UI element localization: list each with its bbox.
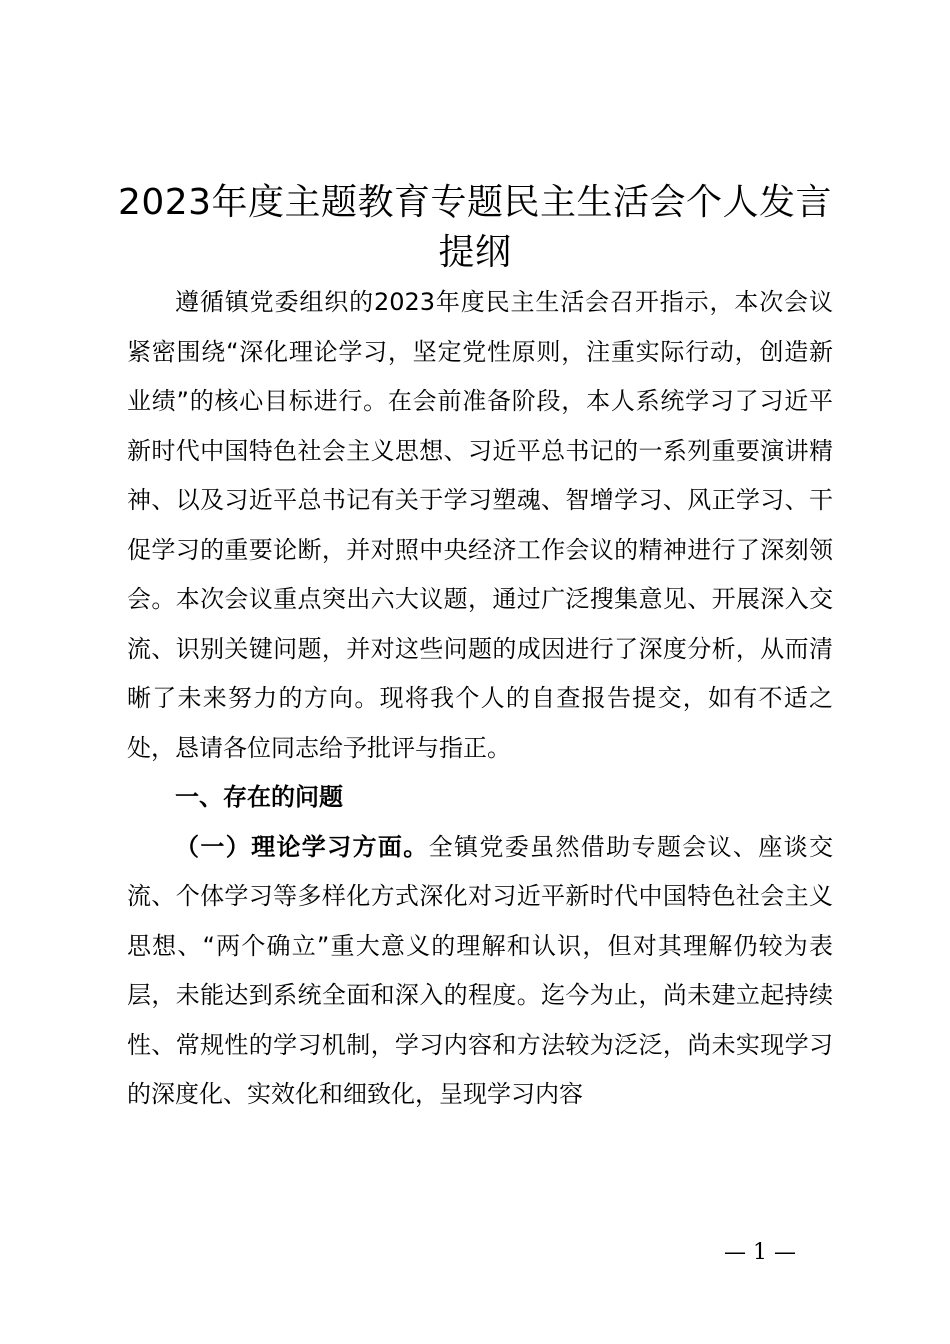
- theory-study-paragraph: [127, 823, 833, 1120]
- section-heading-problems: 一、存在的问题: [175, 783, 343, 811]
- theory-study-text: 全镇党委虽然借助专题会议、座谈交流、个体学习等多样化方式深化对习近平新时代中国特色社会主义思想、“两个确立”重大意义的理解和认识，但对其理解仍较为表层，未能达到系统全面和深入的程度。迄今为止，尚未建立起持续性、常规性的学习机制，学习内容和方法较为泛泛，尚未实现学习的深度化、实效化和细致化，呈现学习内容: [127, 832, 834, 1108]
- page-number: — 1 —: [724, 1240, 796, 1265]
- theory-study-heading: （一）理论学习方面。: [175, 832, 429, 861]
- intro-paragraph: 遵循镇党委组织的2023年度民主生活会召开指示，本次会议紧密围绕“深化理论学习，坚定党性原则，注重实际行动，创造新业绩”的核心目标进行。在会前准备阶段，本人系统学习了习近平新时代中国特色社会主义思想、习近平总书记的一系列重要演讲精神、以及习近平总书记有关于学习塑魂、智增学习、风正学习、干促学习的重要论断，并对照中央经济工作会议的精神进行了深刻领会。本次会议重点突出六大议题，通过广泛搜集意见、开展深入交流、识别关键问题，并对这些问题的成因进行了深度分析，从而清晰了未来努力的方向。现将我个人的自查报告提交，如有不适之处，恳请各位同志给予批评与指正。: [127, 288, 833, 762]
- document-body: [127, 278, 833, 1120]
- document-title: 2023年度主题教育专题民主生活会个人发言提纲: [117, 182, 833, 273]
